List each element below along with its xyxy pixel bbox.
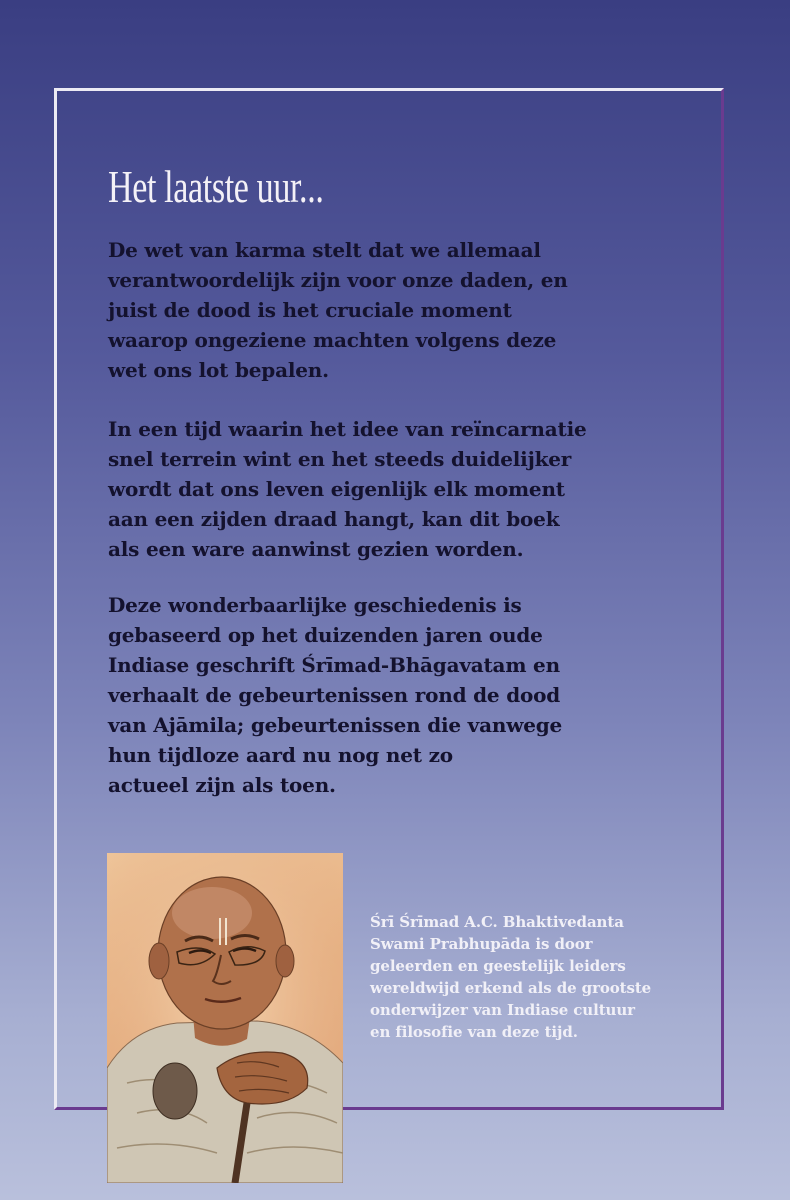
blurb-paragraph-3: Deze wonderbaarlijke geschiedenis is gebaseerd op het duizenden jaren oude Indiase geschrift Śrīmad-Bhāgavatam en verhaalt de gebeurtenissen rond de dood van Ajāmila; gebeurtenissen die vanwege hun tijdloze aard nu nog net zo actueel zijn als toen. [108, 593, 563, 797]
author-portrait [107, 853, 343, 1183]
portrait-drawing [107, 853, 343, 1183]
blurb-paragraph-2: In een tijd waarin het idee van reïncarnatie snel terrein wint en het steeds duidelijker wordt dat ons leven eigenlijk elk moment aan een zijden draad hangt, kan dit boek als een ware aanwinst gezien worden. [108, 417, 587, 561]
book-title: Het laatste uur... [108, 161, 324, 212]
blurb-paragraph-1: De wet van karma stelt dat we allemaal verantwoordelijk zijn voor onze daden, en juist de dood is het cruciale moment waarop ongeziene machten volgens deze wet ons lot bepalen. [108, 238, 568, 382]
author-caption: Śrī Śrīmad A.C. Bhaktivedanta Swami Prabhupāda is door geleerden en geestelijk leiders wereldwijd erkend als de grootste onderwijzer van Indiase cultuur en filosofie van deze tijd. [370, 913, 652, 1041]
